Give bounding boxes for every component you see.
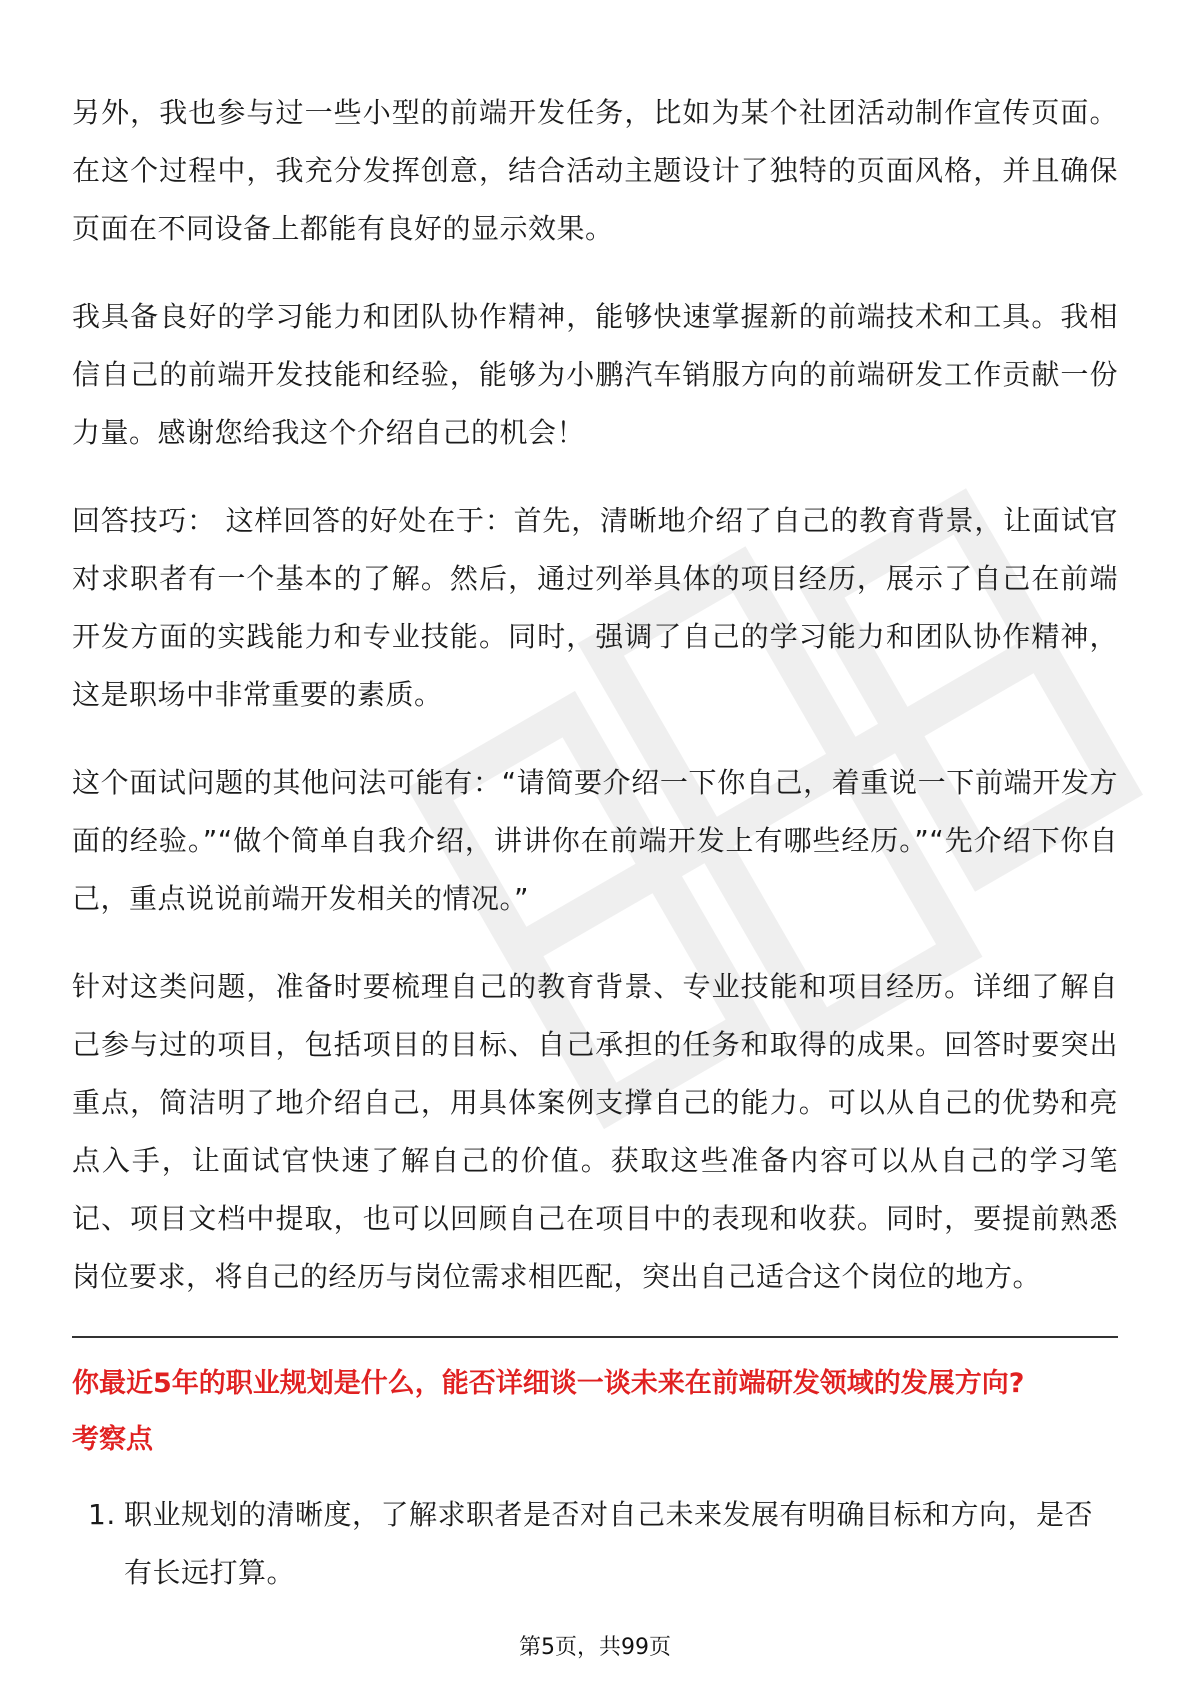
page-footer: 第5页，共99页 <box>519 1635 671 1660</box>
assessment-points-heading: 考察点 <box>72 1424 153 1455</box>
list-item-number: 1. <box>88 1498 116 1531</box>
paragraph-abilities: 我具备良好的学习能力和团队协作精神，能够快速掌握新的前端技术和工具。我相信自己的前端开发技能和经验，能够为小鹏汽车销服方向的前端研发工作贡献一份力量。感谢您给我这个介绍自己的机会！ <box>72 300 1118 449</box>
assessment-points-list <box>72 1486 1118 1602</box>
paragraph-frontend-tasks: 另外，我也参与过一些小型的前端开发任务，比如为某个社团活动制作宣传页面。在这个过程中，我充分发挥创意，结合活动主题设计了独特的页面风格，并且确保页面在不同设备上都能有良好的显示效果。 <box>72 96 1118 245</box>
paragraph-alternative-questions: 这个面试问题的其他问法可能有：“请简要介绍一下你自己，着重说一下前端开发方面的经验。”“做个简单自我介绍，讲讲你在前端开发上有哪些经历。”“先介绍下你自己，重点说说前端开发相关的情况。” <box>72 766 1118 915</box>
main-content <box>72 84 1118 1602</box>
list-item-text: 职业规划的清晰度，了解求职者是否对自己未来发展有明确目标和方向，是否有长远打算。 <box>124 1498 1094 1589</box>
interview-question: 你最近5年的职业规划是什么，能否详细谈一谈未来在前端研发领域的发展方向? <box>72 1368 1025 1399</box>
paragraph-answer-tips: 回答技巧： 这样回答的好处在于：首先，清晰地介绍了自己的教育背景，让面试官对求职者有一个基本的了解。然后，通过列举具体的项目经历，展示了自己在前端开发方面的实践能力和专业技能。同时，强调了自己的学习能力和团队协作精神，这是职场中非常重要的素质。 <box>72 504 1118 711</box>
paragraph-preparation-advice: 针对这类问题，准备时要梳理自己的教育背景、专业技能和项目经历。详细了解自己参与过的项目，包括项目的目标、自己承担的任务和取得的成果。回答时要突出重点，简洁明了地介绍自己，用具体案例支撑自己的能力。可以从自己的优势和亮点入手，让面试官快速了解自己的价值。获取这些准备内容可以从自己的学习笔记、项目文档中提取，也可以回顾自己在项目中的表现和收获。同时，要提前熟悉岗位要求，将自己的经历与岗位需求相匹配，突出自己适合这个岗位的地方。 <box>72 970 1118 1293</box>
section-divider <box>72 1336 1118 1338</box>
list-item <box>72 1486 1118 1602</box>
